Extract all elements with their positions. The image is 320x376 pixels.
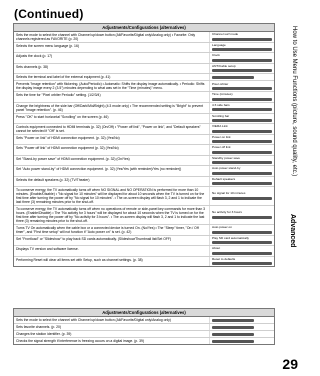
table-row [14,32,274,43]
menu-item-label: Time (minutes) [212,92,233,97]
table-row [14,103,274,114]
table-row [14,225,274,236]
menu-item-bar [212,231,272,234]
menu-item-bar [212,59,272,62]
menu-item-column [209,331,274,337]
table-row [14,74,274,81]
menu-item-column [209,338,274,344]
row-description: To conserve energy, the TV automatically turns off when NO SIGNAL and NO OPERATION is performed for more than 10 minutes. (Enable/Disable) • "No signal for 10 minutes" will be displayed for about 10 seconds when the TV is turned on for the first time after turning the power off by "No signal for 10 minutes". • The on-screen display will flash 3, 2 and 1 to indicate the last three (3) remaining minutes prior to the shut-off. [16,188,205,205]
row-description: Sets the mode to select the channel with Channel up/down button (All/Favorite/Digital only/Analog only) • Favorite: Only channels registered as FAVORITE (p. 20) [16,33,196,41]
table-row [14,187,274,206]
row-description: Checks the signal strength if interference is freezing occurs on a digital image. (p. 39) [16,339,144,343]
menu-item-label: Auto power stand-by [212,166,241,171]
menu-item-column [209,124,274,134]
menu-item-column [209,103,274,113]
table-row [14,177,274,187]
table-row [14,156,274,166]
row-description: To conserve energy, the TV automatically turns off when no operations of remote or side-panel key commands for more than 3 hours. (Enable/Disable) • The "No activity for 3 hours" will be displayed for about 10 seconds when the TV is turned on for the first time after turning the power off by "No activity for 3 hours". • The on-screen display will flash 3, 2 and 1 to indicate the last three (3) remaining minutes prior to the shut-off. [16,207,206,224]
menu-item-bar [212,216,272,219]
menu-item-label: 4:3 side bars [212,102,230,107]
menu-item-label: ANT/Cable setup [212,63,236,68]
row-description: Prevents "image retention" with flickering. (Auto/Periodic) • Automatic: Shifts the display image automatically. • Periodic: Shifts the display image every 2 (3.5") minutes depending to what was set in the "Time (minutes)" menu. [16,82,205,91]
menu-item-label: Channel surf mode [212,32,239,37]
menu-item-bar [212,326,254,329]
menu-item-column [209,225,274,235]
menu-item-label: Play SD card automatically [212,236,249,241]
menu-item-bar [212,241,272,244]
row-description: Press "OK" to start horizontal "Scrolling" on the screen (p. 46) [16,114,109,119]
menu-item-column [209,81,274,91]
page-title: (Continued) [14,7,84,21]
menu-item-bar [212,130,272,133]
menu-item-bar [212,172,272,175]
menu-item-column [209,257,274,266]
menu-item-label: Power on link [212,135,231,140]
table-row [14,166,274,176]
table-row [14,206,274,225]
menu-item-column [209,166,274,175]
table-row [14,124,274,135]
menu-item-column [209,32,274,42]
table-row [14,43,274,53]
menu-item-label: Clock [212,53,220,58]
table-header: Adjustments/Configurations (alternatives) [14,309,274,317]
side-tab-text: How to Use Menu Functions (picture, sound quality, etc.) [291,26,297,177]
menu-item-bar [212,262,272,265]
menu-item-bar [212,197,272,200]
menu-item-bar [212,48,272,51]
settings-table-secondary [13,308,275,345]
menu-item-bar [212,38,272,41]
menu-item-column [209,43,274,52]
row-description: Sets "Power off link" of HDMI connection equipment (p. 32) (Yes/No) [16,146,119,151]
table-header: Adjustments/Configurations (alternatives) [14,24,274,32]
menu-item-bar [212,333,254,336]
menu-item-label: No activity for 3 hours [212,210,242,215]
menu-item-label: Reset to defaults [212,256,236,261]
side-tab-section: Advanced [289,214,296,248]
menu-item-column [209,236,274,245]
row-description: Controls equipment connected to HDMI terminals (p. 32) (On/Off) • "Power off link", "Power on link", and "Default speakers" cannot be selected if "Off" is set. [16,125,201,134]
menu-item-column [209,324,274,330]
row-description: Set "Auto power stand-by" of HDMI connection equipment. (p. 32) (Yes/Yes (with reminder)/Yes (no reminder)) [16,167,182,172]
row-description: Sets channels (p. 38) [16,64,49,69]
menu-item-column [209,114,274,123]
menu-item-column [209,156,274,165]
menu-item-bar [212,161,272,164]
table-row [14,257,274,266]
page-number: 29 [282,356,298,372]
row-description: Set "Stand-by power save" of HDMI connection equipment. (p. 32) (On/Yes) [16,156,130,161]
menu-item-label: Default speakers [212,176,236,181]
menu-item-column [209,317,274,323]
menu-item-label: Language [212,43,226,47]
table-row [14,145,274,155]
row-description: Displays TV version and software license. [16,247,79,252]
menu-item-column [209,177,274,186]
menu-item-label: Pixel orbiter [212,81,229,86]
table-row [14,324,274,331]
table-row [14,236,274,246]
row-description: Adjusts the clock (p. 17) [16,54,53,59]
menu-item-bar [212,140,272,143]
row-description: Selects the default speakers (p. 32) (TV/Theater) [16,177,90,182]
row-description: Selects the screen menu language (p. 16) [16,44,79,48]
menu-item-bar [212,76,254,79]
table-row [14,338,274,344]
menu-item-label: Auto power on [212,225,232,230]
settings-table-main [13,23,275,267]
menu-item-label: No signal for 10 minutes [212,191,246,196]
table-row [14,64,274,74]
menu-item-column [209,74,274,80]
menu-item-column [209,53,274,62]
menu-item-column [209,64,274,73]
menu-item-bar [212,98,272,101]
row-description: Turns TV On automatically when the cable box or a connected device is turned On. (No/Yes) • The "Sleep" timer, "On / Off timer", and "First time setup" will not function if "Auto power on" is set. (p. 42) [16,226,199,235]
table-row [14,114,274,124]
row-description: Sets favorite channels. (p. 20) [16,325,62,329]
menu-item-column [209,206,274,224]
row-description: Performing Reset will clear all items set with Setup, such as channel settings. (p. 38) [16,257,143,262]
menu-item-column [209,92,274,101]
row-description: Change the brightness of the side bar (Off/Dark/Mid/Bright) (4:3 mode only) • The recommended setting is "Bright" to prevent panel "image retention". (p. 46) [16,103,204,112]
menu-item-bar [212,182,272,185]
menu-item-bar [212,87,272,90]
menu-item-bar [212,340,254,343]
menu-item-label: Scrolling bar [212,113,230,118]
table-row [14,53,274,63]
row-description: Sets the time for "Pixel orbiter Periodic" setting. (1/2/3/4) [16,93,101,98]
table-row [14,246,274,256]
menu-item-bar [212,108,272,111]
menu-item-bar [212,252,272,255]
menu-item-column [209,246,274,255]
table-row [14,317,274,324]
menu-item-bar [212,319,254,322]
menu-item-label: Power off link [212,145,231,150]
menu-item-column [209,145,274,154]
side-tab [284,0,300,376]
menu-item-label: About [212,246,221,251]
menu-item-bar [212,119,272,122]
row-description: Set "Frontload" or "Slideshow" to play back SD cards automatically. (Slideshow/Thumbnail list/Set OFF) [16,237,172,242]
table-row [14,81,274,92]
menu-item-label: Standby power save [212,155,241,160]
table-row [14,92,274,102]
menu-item-column [209,135,274,144]
row-description: Selects the terminal and label of the external equipment (p. 41) [16,75,111,80]
menu-item-bar [212,69,272,72]
menu-item-label: VIERA Link [212,124,228,129]
row-description: Sets "Power on link" of HDMI connection equipment. (p. 32) (Yes/No) [16,136,120,141]
table-row [14,135,274,145]
table-row [14,331,274,338]
row-description: Changes the station identifier. (p. 39) [16,332,72,336]
menu-item-column [209,187,274,205]
row-description: Sets the mode to select the channel with Channel up/down button (All/Favorite/Digital only/Analog only) [16,318,171,322]
menu-item-bar [212,151,272,154]
